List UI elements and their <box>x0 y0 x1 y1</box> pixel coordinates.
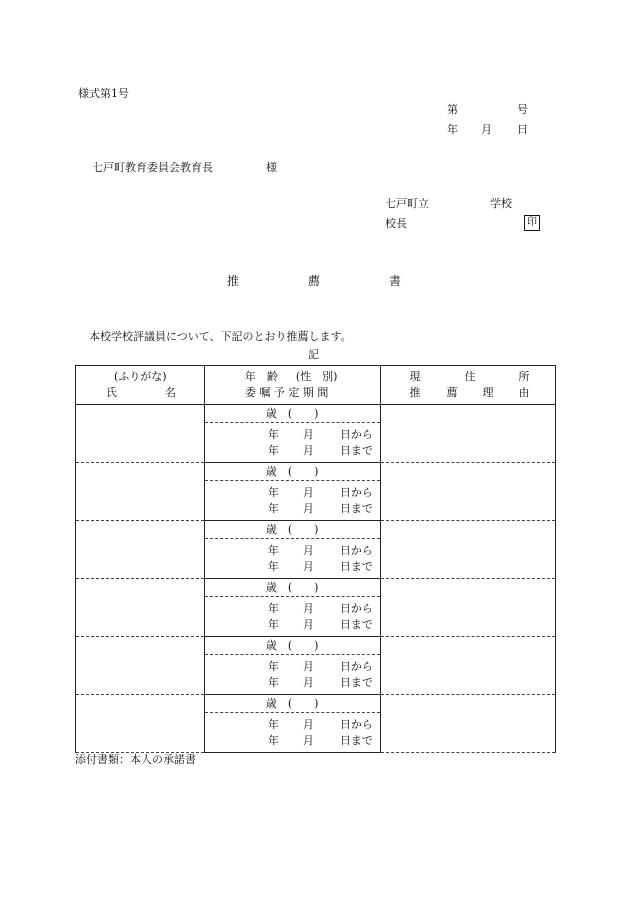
term-from-day: 日から <box>339 428 373 441</box>
term-from-year: 年 <box>267 718 279 731</box>
term-to-month: 月 <box>302 734 314 747</box>
term-to-day: 日まで <box>339 502 373 515</box>
cell-term[interactable] <box>204 597 380 637</box>
header-address-char-2: 住 <box>464 370 476 383</box>
term-to-line <box>205 675 381 691</box>
document-number-prefix: 第 <box>447 103 458 116</box>
cell-name[interactable] <box>76 521 205 579</box>
header-reason-char-2: 薦 <box>446 386 458 399</box>
term-to-day: 日まで <box>339 444 373 457</box>
header-reason-char-3: 理 <box>482 386 494 399</box>
header-name-char-2: 名 <box>165 386 176 399</box>
title-char-1: 推 <box>227 274 240 288</box>
cell-term[interactable] <box>204 713 380 753</box>
term-from-month: 月 <box>302 718 314 731</box>
cell-term[interactable] <box>204 481 380 521</box>
term-to-day: 日まで <box>339 560 373 573</box>
table-row-age <box>76 463 556 481</box>
cell-name[interactable] <box>76 463 205 521</box>
header-name-char-1: 氏 <box>106 386 117 399</box>
cell-term[interactable] <box>204 539 380 579</box>
table-row-age <box>76 637 556 655</box>
cell-age-gender[interactable]: 歳 ( ) <box>204 637 380 655</box>
header-reason-char-1: 推 <box>409 386 421 399</box>
cell-address-reason[interactable] <box>380 637 555 695</box>
header-gender: (性 別) <box>295 370 338 383</box>
term-to-month: 月 <box>302 676 314 689</box>
date-month-label: 月 <box>481 123 492 136</box>
term-from-month: 月 <box>302 660 314 673</box>
term-to-year: 年 <box>267 734 279 747</box>
term-from-day: 日から <box>339 486 373 499</box>
term-from-line <box>205 601 381 617</box>
term-from-year: 年 <box>267 428 279 441</box>
term-to-year: 年 <box>267 676 279 689</box>
term-to-day: 日まで <box>339 734 373 747</box>
term-to-day: 日まで <box>339 618 373 631</box>
cell-age-gender[interactable]: 歳 ( ) <box>204 405 380 423</box>
header-term: 委 嘱 予 定 期 間 <box>244 386 329 399</box>
header-name <box>76 366 205 405</box>
term-to-year: 年 <box>267 618 279 631</box>
recommendation-table <box>75 365 556 753</box>
term-to-month: 月 <box>302 502 314 515</box>
cell-address-reason[interactable] <box>380 405 555 463</box>
date-year-label: 年 <box>447 123 458 136</box>
footer-note: 添付書類：本人の承諾書 <box>75 753 196 766</box>
header-furigana: (ふりがな) <box>114 370 167 383</box>
cell-age-gender[interactable]: 歳 ( ) <box>204 521 380 539</box>
term-to-day: 日まで <box>339 676 373 689</box>
term-from-month: 月 <box>302 602 314 615</box>
sender-principal-label: 校長 <box>385 217 407 230</box>
term-to-year: 年 <box>267 502 279 515</box>
cell-name[interactable] <box>76 695 205 753</box>
header-age-term <box>204 366 380 405</box>
cell-address-reason[interactable] <box>380 521 555 579</box>
table-header-row <box>76 366 556 405</box>
header-address-char-3: 所 <box>518 370 530 383</box>
term-to-line <box>205 617 381 633</box>
term-from-line <box>205 659 381 675</box>
header-address-char-1: 現 <box>409 370 421 383</box>
term-from-day: 日から <box>339 602 373 615</box>
cell-address-reason[interactable] <box>380 463 555 521</box>
table-row-age <box>76 521 556 539</box>
addressee-name: 七戸町教育委員会教育長 <box>92 161 213 174</box>
term-from-day: 日から <box>339 718 373 731</box>
term-to-line <box>205 443 381 459</box>
term-to-year: 年 <box>267 444 279 457</box>
cell-age-gender[interactable]: 歳 ( ) <box>204 579 380 597</box>
term-from-line <box>205 427 381 443</box>
table-row-age <box>76 695 556 713</box>
cell-age-gender[interactable]: 歳 ( ) <box>204 695 380 713</box>
date-day-label: 日 <box>517 123 528 136</box>
cell-name[interactable] <box>76 579 205 637</box>
term-from-line <box>205 543 381 559</box>
cell-term[interactable] <box>204 423 380 463</box>
sender-school-prefix: 七戸町立 <box>385 197 429 210</box>
term-from-month: 月 <box>302 428 314 441</box>
term-to-month: 月 <box>302 560 314 573</box>
term-from-year: 年 <box>267 602 279 615</box>
cell-term[interactable] <box>204 655 380 695</box>
ki-heading: 記 <box>308 348 319 361</box>
term-to-month: 月 <box>302 444 314 457</box>
term-to-line <box>205 501 381 517</box>
term-to-line <box>205 733 381 749</box>
term-from-day: 日から <box>339 544 373 557</box>
title-char-3: 書 <box>389 274 402 288</box>
term-from-month: 月 <box>302 544 314 557</box>
addressee-honorific: 様 <box>266 161 277 174</box>
term-from-year: 年 <box>267 544 279 557</box>
term-from-month: 月 <box>302 486 314 499</box>
table-row-age <box>76 405 556 423</box>
term-to-month: 月 <box>302 618 314 631</box>
term-to-year: 年 <box>267 560 279 573</box>
form-number: 様式第1号 <box>78 87 129 100</box>
term-from-year: 年 <box>267 660 279 673</box>
term-from-line <box>205 485 381 501</box>
term-from-year: 年 <box>267 486 279 499</box>
cell-address-reason[interactable] <box>380 695 555 753</box>
header-reason-char-4: 由 <box>518 386 530 399</box>
sender-school-suffix: 学校 <box>490 197 512 210</box>
intro-text: 本校学校評議員について、下記のとおり推薦します。 <box>89 330 352 343</box>
term-from-day: 日から <box>339 660 373 673</box>
title-char-2: 薦 <box>308 274 321 288</box>
seal-mark: 印 <box>524 215 540 231</box>
header-address-reason <box>380 366 555 405</box>
table-row-age <box>76 579 556 597</box>
header-age: 年 齢 <box>244 370 278 383</box>
term-to-line <box>205 559 381 575</box>
term-from-line <box>205 717 381 733</box>
document-number-suffix: 号 <box>517 103 528 116</box>
cell-address-reason[interactable] <box>380 579 555 637</box>
cell-name[interactable] <box>76 405 205 463</box>
cell-age-gender[interactable]: 歳 ( ) <box>204 463 380 481</box>
cell-name[interactable] <box>76 637 205 695</box>
